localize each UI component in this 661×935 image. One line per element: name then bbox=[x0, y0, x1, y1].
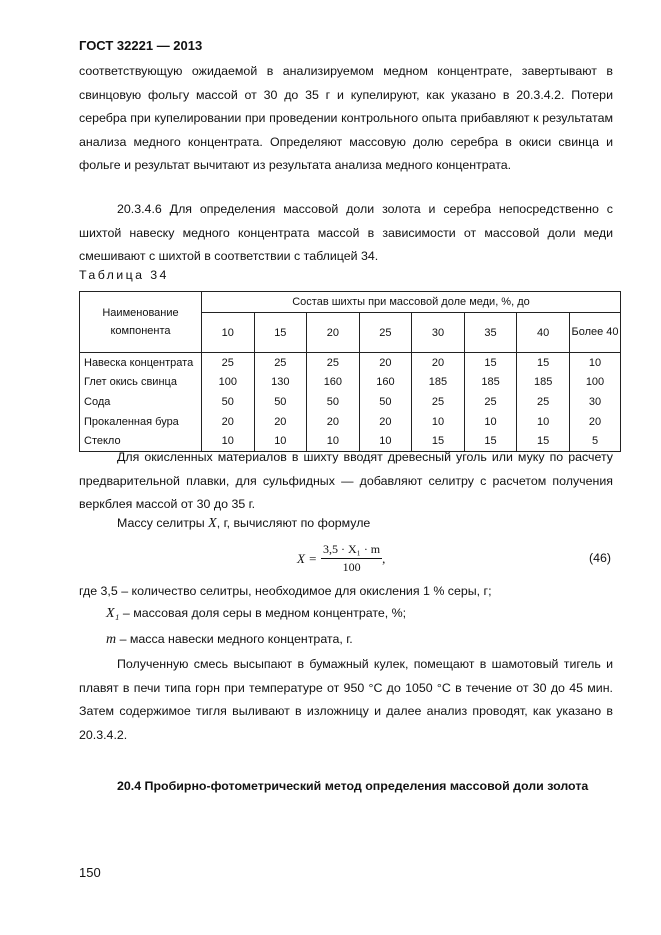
section-heading-20-4: 20.4 Пробирно-фотометрический метод определения массовой доли золота bbox=[117, 779, 589, 793]
table-row bbox=[80, 412, 621, 432]
table-cell: 10 bbox=[359, 431, 412, 451]
page-number: 150 bbox=[79, 865, 101, 880]
paragraph-20-3-4-6: 20.3.4.6 Для определения массовой доли золота и серебра непосредственно с шихтой навеску медного концентрата массой в зависимости от массовой доли меди смешивают с шихтой в соответствии с таблицей 34. bbox=[79, 202, 613, 264]
table-cell: 25 bbox=[412, 392, 465, 412]
table-cell: 10 bbox=[570, 353, 621, 373]
table-cell: 20 bbox=[359, 412, 412, 432]
table-cell: 50 bbox=[254, 392, 307, 412]
table-cell: 5 bbox=[570, 431, 621, 451]
definition-line-2 bbox=[106, 606, 406, 622]
row-name: Сода bbox=[80, 392, 202, 412]
table-cell: 10 bbox=[517, 412, 570, 432]
table-row bbox=[80, 373, 621, 393]
table-cell: 20 bbox=[570, 412, 621, 432]
table-cell: 185 bbox=[517, 373, 570, 393]
formula-denominator: 100 bbox=[342, 560, 361, 574]
table-cell: 160 bbox=[307, 373, 360, 393]
table-cell: 25 bbox=[202, 353, 255, 373]
column-header: Более 40 bbox=[570, 313, 621, 353]
table-cell: 100 bbox=[570, 373, 621, 393]
table-cell: 30 bbox=[570, 392, 621, 412]
row-name: Навеска концентрата bbox=[80, 353, 202, 373]
table-cell: 15 bbox=[464, 431, 517, 451]
definition-text-3: – масса навески медного концентрата, г. bbox=[116, 632, 353, 646]
table-cell: 50 bbox=[359, 392, 412, 412]
row-name: Глет окись свинца bbox=[80, 373, 202, 393]
document-header: ГОСТ 32221 — 2013 bbox=[79, 38, 203, 53]
table-cell: 10 bbox=[202, 431, 255, 451]
table-cell: 15 bbox=[464, 353, 517, 373]
table-cell: 50 bbox=[202, 392, 255, 412]
column-header: 35 bbox=[464, 313, 517, 353]
table-cell: 15 bbox=[412, 431, 465, 451]
paragraph-continuation: соответствующую ожидаемой в анализируемом медном концентрате, завертывают в свинцовую фольгу массой от 30 до 35 г и купелируют, как указано в 20.3.4.2. Потери серебра при купелировании при проведении контрольного опыта прибавляют к результатам анализа медного концентрата. Определяют массовую долю серебра в окиси свинца и фольге и результат вычитают из результата анализа медного концентрата. bbox=[79, 64, 613, 173]
group-column-header: Состав шихты при массовой доле меди, %, до bbox=[202, 292, 621, 313]
formula-intro bbox=[117, 516, 370, 532]
table-cell: 25 bbox=[464, 392, 517, 412]
table-cell: 185 bbox=[464, 373, 517, 393]
definition-line-1: где 3,5 – количество селитры, необходимое для окисления 1 % серы, г; bbox=[79, 584, 492, 598]
definition-text-2: – массовая доля серы в медном концентрате, %; bbox=[119, 606, 407, 620]
table-row bbox=[80, 353, 621, 373]
formula-lhs: X = bbox=[297, 550, 317, 566]
column-header: 25 bbox=[359, 313, 412, 353]
column-header: 40 bbox=[517, 313, 570, 353]
table-caption: Таблица 34 bbox=[79, 268, 169, 282]
table-cell: 25 bbox=[254, 353, 307, 373]
column-header: 30 bbox=[412, 313, 465, 353]
formula-numerator: 3,5 · X₁ · m bbox=[321, 542, 382, 559]
table-cell: 25 bbox=[307, 353, 360, 373]
table-cell: 185 bbox=[412, 373, 465, 393]
component-column-header: Наименование компонента bbox=[80, 292, 202, 353]
row-name: Стекло bbox=[80, 431, 202, 451]
table-cell: 160 bbox=[359, 373, 412, 393]
formula-46 bbox=[297, 542, 385, 575]
formula-fraction bbox=[321, 542, 382, 575]
table-cell: 100 bbox=[202, 373, 255, 393]
table-cell: 15 bbox=[517, 353, 570, 373]
paragraph-oxidized-materials: Для окисленных материалов в шихту вводят древесный уголь или муку по расчету предварительной плавки, для сульфидных — добавляют селитру с расчетом получения веркблея массой от 30 до 35 г. bbox=[79, 450, 613, 512]
composition-table bbox=[79, 291, 621, 452]
table-cell: 20 bbox=[359, 353, 412, 373]
formula-intro-prefix: Массу селитры bbox=[117, 516, 209, 530]
table-cell: 10 bbox=[254, 431, 307, 451]
column-header: 15 bbox=[254, 313, 307, 353]
paragraph-melting: Полученную смесь высыпают в бумажный кулек, помещают в шамотовый тигель и плавят в печи типа горн при температуре от 950 °С до 1050 °С в течение от 30 до 45 мин. Затем содержимое тигля выливают в изложницу и далее анализ проводят, как указано в 20.3.4.2. bbox=[79, 657, 613, 742]
column-header: 20 bbox=[307, 313, 360, 353]
table-row bbox=[80, 392, 621, 412]
formula-intro-suffix: , г, вычисляют по формуле bbox=[216, 516, 371, 530]
column-header: 10 bbox=[202, 313, 255, 353]
variable-x1: X₁ bbox=[106, 606, 120, 621]
table-cell: 10 bbox=[412, 412, 465, 432]
row-name: Прокаленная бура bbox=[80, 412, 202, 432]
table-cell: 50 bbox=[307, 392, 360, 412]
variable-m: m bbox=[106, 632, 117, 647]
table-cell: 130 bbox=[254, 373, 307, 393]
definition-line-3 bbox=[106, 632, 353, 648]
table-cell: 20 bbox=[202, 412, 255, 432]
table-cell: 10 bbox=[464, 412, 517, 432]
table-cell: 10 bbox=[307, 431, 360, 451]
table-cell: 20 bbox=[254, 412, 307, 432]
equation-number: (46) bbox=[589, 551, 612, 565]
table-cell: 15 bbox=[517, 431, 570, 451]
table-cell: 20 bbox=[307, 412, 360, 432]
table-cell: 20 bbox=[412, 353, 465, 373]
formula-trailing-comma: , bbox=[382, 550, 386, 566]
table-cell: 25 bbox=[517, 392, 570, 412]
variable-x: X bbox=[208, 516, 217, 531]
